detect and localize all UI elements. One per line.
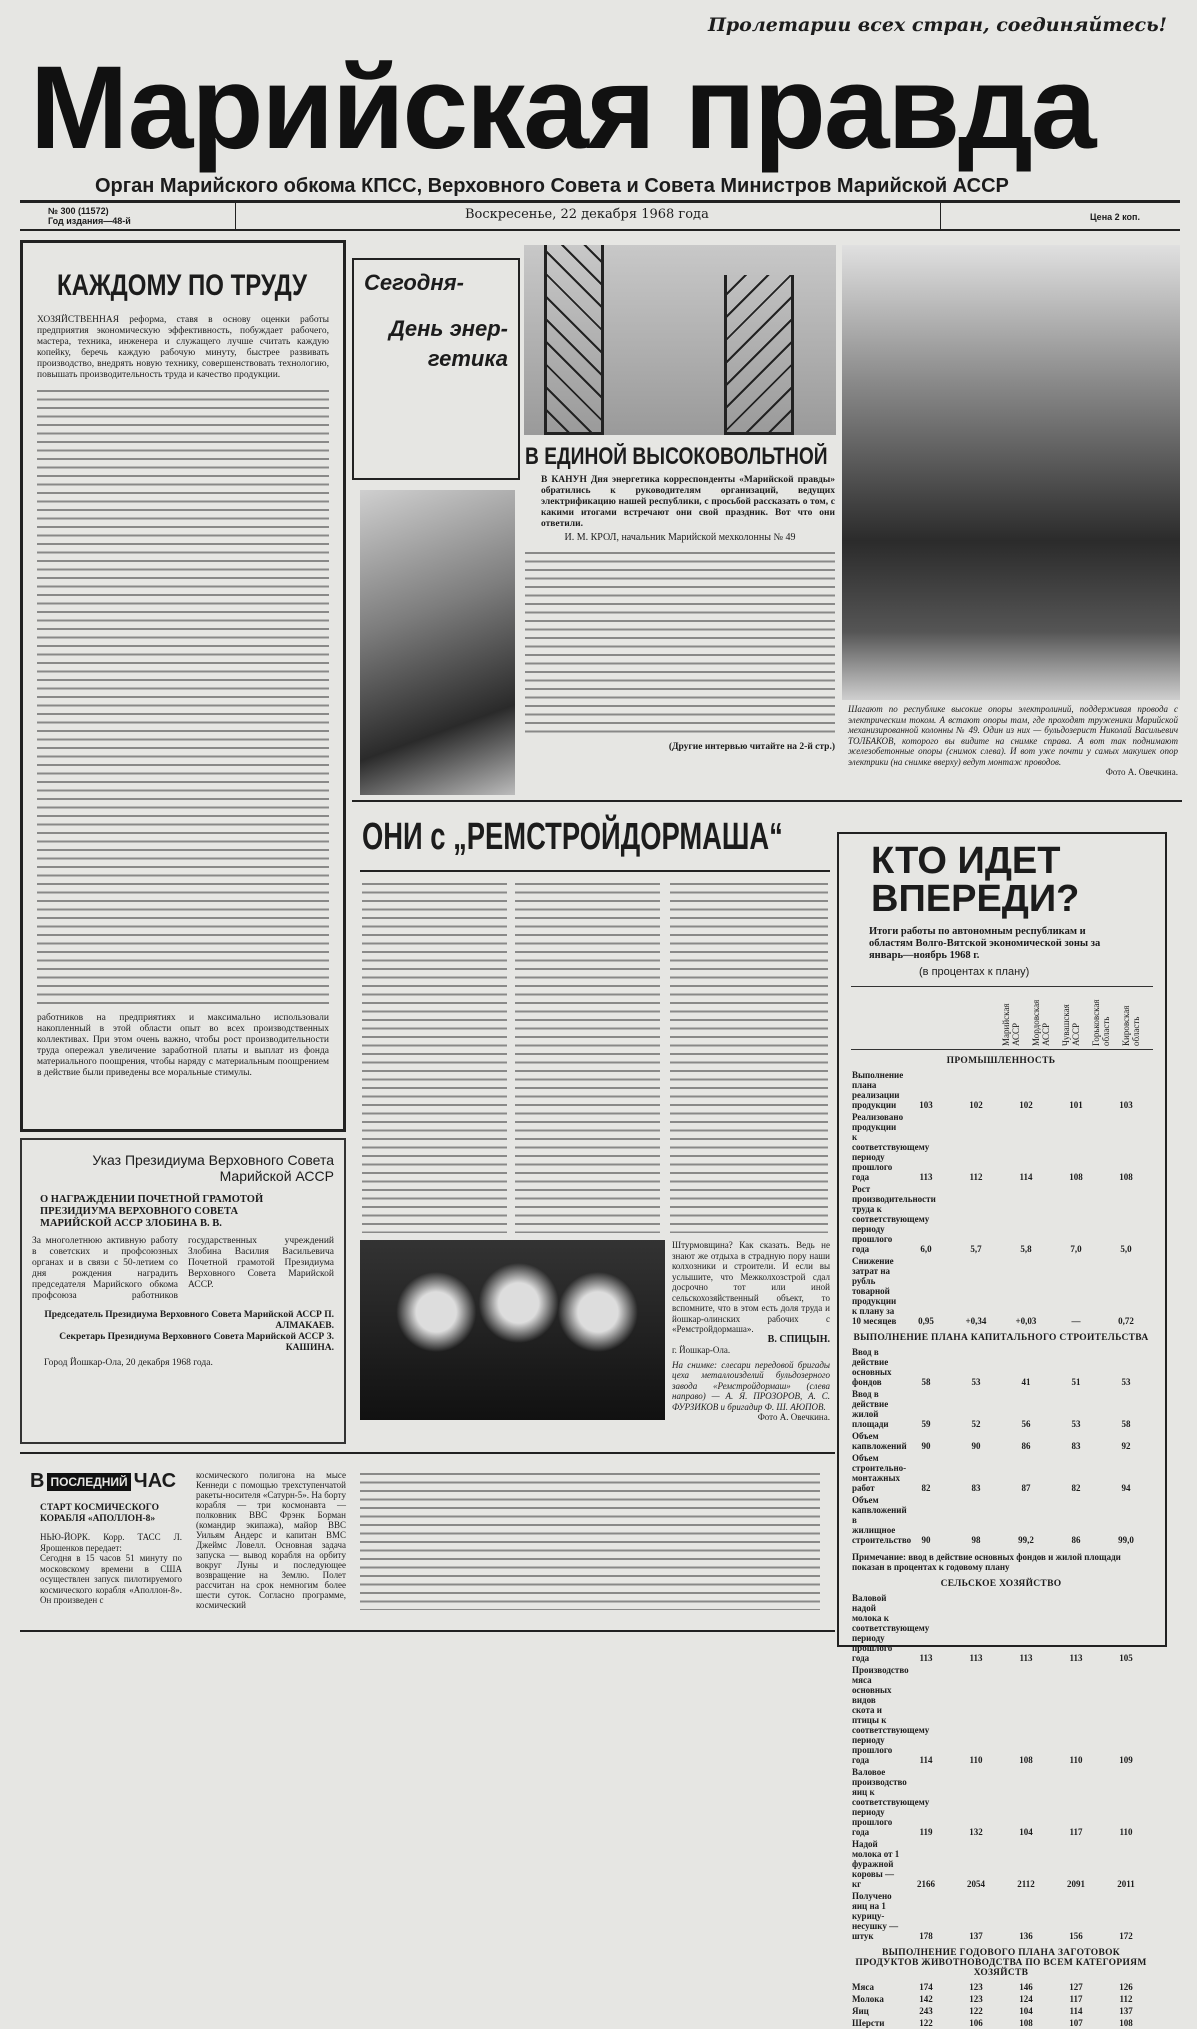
stats-row: Снижение затрат на рубль товарной продукции к плану за 10 месяцев 0,95 +0,34 +0,03 — 0,72	[852, 1256, 1134, 1326]
stats-section-row: ПРОМЫШЛЕННОСТЬ	[946, 1056, 1056, 1066]
decree-box	[20, 1138, 346, 1444]
decree-title: О НАГРАЖДЕНИИ ПОЧЕТНОЙ ГРАМОТОЙ ПРЕЗИДИУМА ВЕРХОВНОГО СОВЕТА МАРИЙСКОЙ АССР ЗЛОБИНА В. В.	[40, 1194, 264, 1229]
stats-row: Валовой надой молока к соответствующему периоду прошлого года 113 113 113 113 105	[852, 1593, 1133, 1663]
stats-row: Яиц 243 122 104 114 137	[852, 2006, 1133, 2016]
stats-section-row: СЕЛЬСКОЕ ХОЗЯЙСТВО	[940, 1579, 1062, 1589]
power-intro: В КАНУН Дня энергетика корреспонденты «Марийской правды» обратились к руководителям организаций, ведущих электрификацию нашей республики, с просьбой рассказать о том, с какими итогами встречают они свой праздник. Вот что они ответили.	[541, 475, 835, 529]
stats-table	[851, 1050, 1151, 2029]
news-col2: космического полигона на мысе Кеннеди с помощью трехступенчатой ракеты-носителя «Сатурн-5». На борту корабля — три космонавта — полковник ВВС Фрэнк Борман (командир экипажа), майор ВВС Уильям Андерс и капитан ВМС Джеймс Ловелл. Основная задача запуска — вывод корабля на орбиту вокруг Луны и последующее возвращение на Землю. Полет рассчитан на срок немногим более шести суток. Согласно программе, космический	[196, 1470, 346, 1610]
divider	[20, 200, 1180, 203]
issue-date: Воскресенье, 22 декабря 1968 года	[465, 207, 709, 222]
editorial-ending: работников на предприятиях и максимально использовали накопленный в этой области опыт во всех производственных коллективах. При этом очень важно, чтобы рост производительности труда опережал увеличение заработной платы и выплат из фонда материального поощрения, чтобы наряду с материальным поощрением в действие были приведены все моральные стимулы.	[37, 1013, 329, 1078]
remstroy-body-col2	[515, 880, 660, 1233]
editorial-article	[20, 240, 346, 1132]
stats-column-header: Марийская АССР	[1001, 1003, 1021, 1046]
bulldozer-operator-photo	[842, 245, 1180, 700]
stats-row: Объем строительно-монтажных работ 82 83 87 82 94	[852, 1453, 1131, 1493]
divider	[360, 870, 830, 872]
remstroy-caption: На снимке: слесари передовой бригады цеха металлоизделий бульдозерного завода «Ремстройдормаш» (слева направо) — А. Я. ПРОЗОРОВ, А. С. ФУРЗИКОВ и бригадир Ф. Ш. АЮПОВ.	[672, 1359, 830, 1412]
power-title: В ЕДИНОЙ ВЫСОКОВОЛЬТНОЙ	[525, 443, 828, 470]
divider	[20, 1452, 835, 1454]
stats-unit: (в процентах к плану)	[919, 966, 1030, 978]
workers-photo	[360, 1240, 665, 1420]
divider	[940, 203, 941, 229]
editorial-body-text	[37, 387, 329, 1007]
stats-section-row: ВЫПОЛНЕНИЕ ГОДОВОГО ПЛАНА ЗАГОТОВОК ПРОДУКТОВ ЖИВОТНОВОДСТВА ПО ВСЕМ КАТЕГОРИЯМ ХОЗЯЙСТВ	[855, 1948, 1147, 1978]
today-box	[352, 258, 520, 480]
today-label: Сегодня-	[364, 270, 464, 295]
remstroy-title: ОНИ с „РЕМСТРОЙДОРМАША“	[362, 816, 783, 858]
power-author: И. М. КРОЛ, начальник Марийской мехколонны № 49	[564, 532, 796, 543]
photo-caption: Шагают по республике высокие опоры электролиний, поддерживая провода с электрическим током. А встают опоры там, где проходят труженики Марийской механизированной колонны № 49. Один из них — бульдозерист Николай Васильевич ТОЛБАКОВ, которого вы видите на снимке справа. А вот так поднимают железобетонные опоры (снимок слева). И вот уже почти у самых макушек опор электрики (на снимке вверху) ведут монтаж проводов.	[848, 704, 1178, 767]
photo-credit: Фото А. Овечкина.	[1105, 767, 1178, 777]
stats-column-headers	[851, 986, 1153, 1050]
slogan: Пролетарии всех стран, соединяйтесь!	[707, 14, 1167, 36]
remstroy-credit: Фото А. Овечкина.	[757, 1412, 830, 1422]
stats-row: Ввод в действие основных фондов 58 53 41 51 53	[852, 1347, 1131, 1387]
newspaper-title: Марийская правда	[30, 42, 1095, 174]
stats-row: Объем капвложений в жилищное строительство 90 98 99,2 86 99,0	[852, 1495, 1134, 1545]
divider	[235, 203, 236, 229]
stats-row: Молока 142 123 124 117 112	[852, 1994, 1133, 2004]
issue-number: № 300 (11572) Год издания—48-й	[48, 206, 131, 226]
photo-caption-block	[848, 704, 1178, 778]
stats-column-header: Кировская область	[1121, 1005, 1141, 1046]
remstroy-ending: Штурмовщина? Как сказать. Ведь не знают же отдыха в страдную пору наши колхозники и строители. И если вы услышите, что Межколхозстрой сдал досрочно тот или иной сельскохозяйственный объект, то вспомните, что в этом есть доля труда и йошкар-олинских рабочих с «Ремстройдормаша». В. СПИЦЫН. г. Йошкар-Ола. На снимке: слесари передовой бригады цеха металлоизделий бульдозерного завода «Ремстройдормаш» (слева направо) — А. Я. ПРОЗОРОВ, А. С. ФУРЗИКОВ и бригадир Ф. Ш. АЮПОВ. Фото А. Овечкина.	[672, 1240, 830, 1422]
stats-row: Надой молока от 1 фуражной коровы — кг 2166 2054 2112 2091 2011	[852, 1839, 1135, 1889]
stats-row: Ввод в действие жилой площади 59 52 56 53 58	[852, 1389, 1131, 1429]
decree-signatures: Председатель Президиума Верховного Совета Марийской АССР П. АЛМАКАЕВ. Секретарь Президиума Верховного Совета Марийской АССР З. КАШИНА.	[44, 1310, 334, 1353]
power-tower-photo	[524, 245, 836, 435]
energy-day-label: День энер-гетика	[388, 316, 508, 371]
stats-box	[837, 832, 1167, 2028]
stats-row: Выполнение плана реализации продукции 103 102 102 101 103	[852, 1070, 1133, 1110]
news-col1: НЬЮ-ЙОРК. Корр. ТАСС Л. Ярошенков передает: Сегодня в 15 часов 51 минуту по московскому времени в США осуществлен запуск пилотируемого космического корабля «Аполлон-8». Он произведен с	[40, 1532, 182, 1605]
divider	[20, 229, 1180, 231]
stats-row: Мяса 174 123 146 127 126	[852, 1982, 1133, 1992]
price: Цена 2 коп.	[1090, 212, 1140, 222]
stats-row: Рост производительности труда к соответствующему периоду прошлого года 6,0 5,7 5,8 7,0 5,0	[852, 1184, 1132, 1254]
news-title: СТАРТ КОСМИЧЕСКОГО КОРАБЛЯ «АПОЛЛОН-8»	[40, 1503, 159, 1524]
divider	[20, 1630, 835, 1632]
continued-note: (Другие интервью читайте на 2-й стр.)	[668, 742, 835, 752]
stats-title: КТО ИДЕТ ВПЕРЕДИ?	[871, 840, 1080, 920]
stats-column-header: Чувашская АССР	[1061, 1004, 1081, 1046]
news-body-columns	[360, 1470, 820, 1610]
stats-row: Реализовано продукции к соответствующему периоду прошлого года 113 112 114 108 108	[852, 1112, 1133, 1182]
remstroy-author: В. СПИЦЫН.	[767, 1333, 830, 1345]
stats-row: Объем капвложений 90 90 86 83 92	[852, 1431, 1131, 1451]
decree-header: Указ Президиума Верховного Совета Марийской АССР	[92, 1152, 334, 1184]
remstroy-body-col3	[670, 880, 828, 1233]
stats-row: Получено яиц на 1 курицу-несушку — штук 178 137 136 156 172	[852, 1891, 1133, 1941]
editorial-lead: ХОЗЯЙСТВЕННАЯ реформа, ставя в основу оценки работы предприятия экономическую эффективность, побуждает рабочего, мастера, техника, инженера и служащего лучше считать каждую копейку, беречь каждую рабочую минуту, быстрее развивать производство, внедрять новую технику, совершенствовать технологию, повышать производительность труда и качество продукции.	[37, 315, 329, 380]
remstroy-body-col1	[362, 880, 507, 1233]
stats-row: Шерсти 122 106 108 107 108	[852, 2018, 1133, 2028]
stats-row: Валовое производство яиц к соответствующему периоду прошлого года 119 132 104 117 110	[852, 1767, 1133, 1837]
power-article	[525, 443, 835, 795]
divider	[352, 800, 1182, 802]
stats-subtitle: Итоги работы по автономным республикам и областям Волго-Вятской экономической зоны за январь—ноябрь 1968 г.	[869, 926, 1101, 961]
decree-place-date: Город Йошкар-Ола, 20 декабря 1968 года.	[44, 1358, 213, 1368]
stats-column-header: Мордовская АССР	[1031, 999, 1051, 1046]
crane-photo	[360, 490, 515, 795]
stats-section-row: ВЫПОЛНЕНИЕ ПЛАНА КАПИТАЛЬНОГО СТРОИТЕЛЬСТВА	[853, 1333, 1149, 1343]
editorial-title: КАЖДОМУ ПО ТРУДУ	[57, 269, 307, 302]
stats-row: Производство мяса основных видов скота и птицы к соответствующему периоду прошлого года 114 110 108 110 109	[852, 1665, 1133, 1765]
latest-news-label: В ПОСЛЕДНИЙ ЧАС	[30, 1470, 177, 1492]
subtitle: Орган Марийского обкома КПСС, Верховного Совета и Совета Министров Марийской АССР	[95, 175, 1009, 197]
stats-note: Примечание: ввод в действие основных фондов и жилой площади показан в процентах к годовому плану	[852, 1552, 1121, 1572]
power-body-text	[525, 549, 835, 739]
decree-body: За многолетнюю активную работу в советских и профсоюзных органах и в связи с 50-летием со дня рождения наградить председателя Марийского обкома профсоюза работников государственных учреждений Злобина Василия Васильевича Почетной грамотой Президиума Верховного Совета Марийской АССР.	[32, 1236, 334, 1301]
remstroy-place: г. Йошкар-Ола.	[672, 1345, 731, 1355]
stats-column-header: Горьковская область	[1091, 999, 1111, 1046]
